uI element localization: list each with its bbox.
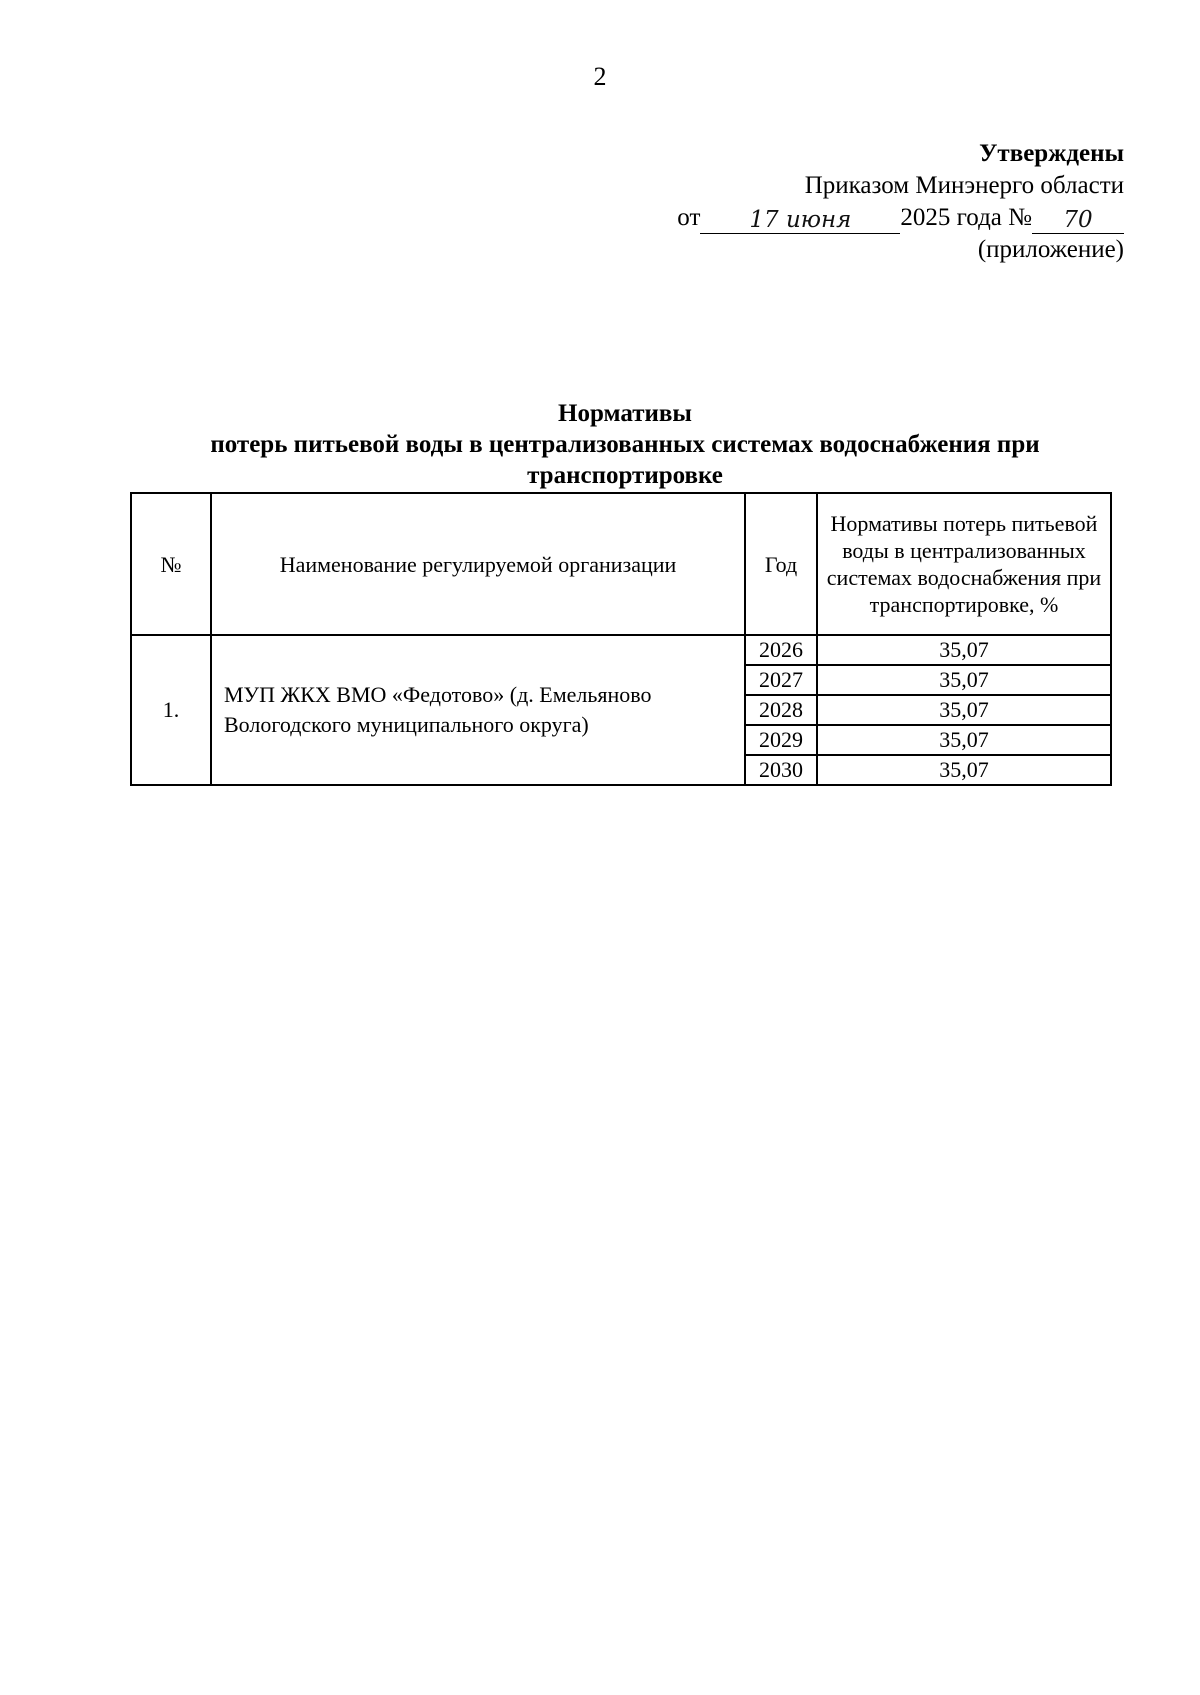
date-prefix: от — [677, 204, 701, 231]
approval-heading: Утверждены — [979, 140, 1124, 167]
handwritten-number: 70 — [1032, 207, 1124, 234]
year-cell: 2026 — [745, 635, 817, 665]
header-value: Нормативы потерь питьевой воды в централизованных системах водоснабжения при транспортировке, % — [817, 493, 1111, 635]
header-year: Год — [745, 493, 817, 635]
year-cell: 2030 — [745, 755, 817, 785]
table-header-row — [131, 493, 1111, 635]
appendix-label: (приложение) — [977, 236, 1124, 263]
norms-table — [130, 492, 1112, 786]
approval-date-line — [564, 202, 1124, 234]
table-row — [131, 635, 1111, 665]
row-num: 1. — [131, 635, 211, 785]
header-num: № — [131, 493, 211, 635]
title-line-1: Нормативы — [558, 400, 692, 427]
handwritten-date: 17 июня — [700, 207, 900, 234]
approval-block — [564, 138, 1124, 266]
value-cell: 35,07 — [817, 755, 1111, 785]
organization-name: МУП ЖКХ ВМО «Федотово» (д. Емельяново Вологодского муниципального округа) — [211, 635, 745, 785]
year-cell: 2029 — [745, 725, 817, 755]
document-title — [120, 398, 1130, 491]
value-cell: 35,07 — [817, 725, 1111, 755]
value-cell: 35,07 — [817, 665, 1111, 695]
approval-order-line: Приказом Минэнерго области — [804, 172, 1124, 199]
title-line-3: транспортировке — [527, 462, 723, 489]
year-text: 2025 года № — [900, 204, 1032, 231]
value-cell: 35,07 — [817, 695, 1111, 725]
value-cell: 35,07 — [817, 635, 1111, 665]
year-cell: 2027 — [745, 665, 817, 695]
title-line-2: потерь питьевой воды в централизованных системах водоснабжения при — [210, 431, 1040, 458]
header-name: Наименование регулируемой организации — [211, 493, 745, 635]
year-cell: 2028 — [745, 695, 817, 725]
page-number: 2 — [593, 62, 607, 91]
